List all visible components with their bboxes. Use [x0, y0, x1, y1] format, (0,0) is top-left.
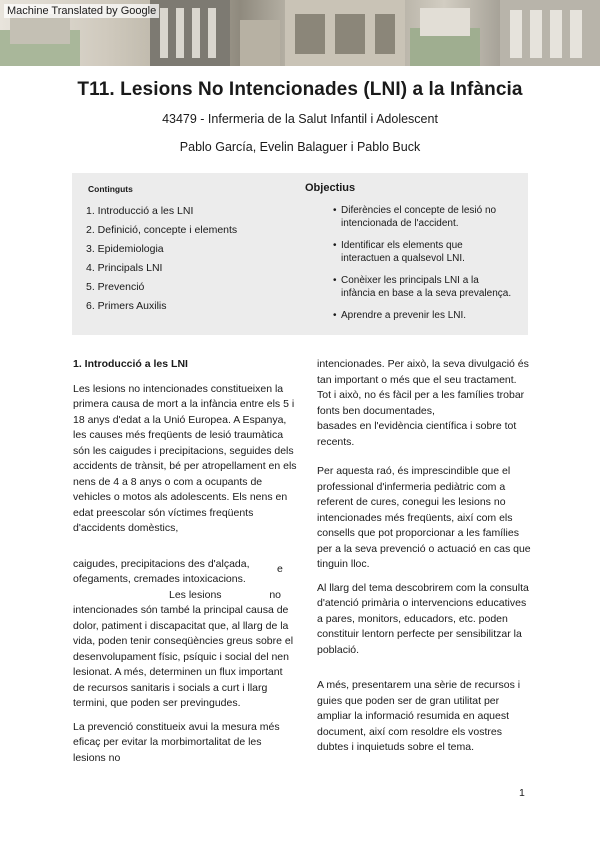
split-line	[73, 588, 297, 604]
paragraph: intencionades. Per això, la seva divulgació és tan important o més que el seu tractament. Tot i això, no és fàcil per a les famílies trobar fonts ben documentades,	[317, 358, 529, 417]
contents-item: 3. Epidemiologia	[86, 243, 164, 255]
bullet-icon: •	[333, 310, 337, 321]
document-title: T11. Lesions No Intencionades (LNI) a la Infància	[77, 79, 523, 100]
summary-box	[72, 173, 528, 335]
paragraph-fragment: no	[269, 588, 281, 601]
objective-text: intencionada de l'accident.	[341, 218, 459, 229]
right-column	[317, 357, 531, 756]
objective-text: Diferències el concepte de lesió no	[341, 205, 497, 216]
objective-text: infància en base a la seva prevalença.	[341, 288, 512, 299]
paragraph: intencionades són també la principal causa de dolor, patiment i discapacitat que, al llarg de la vida, poden tenir conseqüències greus sobre el desenvolupament físic, psíquic i social del nen lesionat. A més, determinen un flux important de recursos sanitaris i socials a curt i llarg termini, que poden ser previngudes.	[73, 604, 294, 709]
paragraph: caigudes, precipitacions des d'alçada, ofegaments, cremades intoxicacions.	[73, 557, 250, 585]
stray-letter: e	[277, 563, 283, 575]
contents-heading: Continguts	[88, 184, 133, 194]
section-heading: 1. Introducció a les LNI	[73, 358, 188, 370]
contents-item: 5. Prevenció	[86, 281, 145, 293]
objective-item	[323, 239, 523, 265]
header-banner	[0, 0, 600, 66]
machine-translation-label: Machine Translated by Google	[4, 4, 159, 18]
contents-item: 4. Principals LNI	[86, 262, 163, 274]
contents-item: 2. Definició, concepte i elements	[86, 224, 238, 236]
paragraph: La prevenció constitueix avui la mesura més eficaç per evitar la morbimortalitat de les lesions no	[73, 720, 280, 764]
objectives-heading: Objectius	[305, 182, 356, 194]
paragraph: A més, presentarem una sèrie de recursos i guies que poden ser de gran utilitat per ampliar la informació resumida en aquest document, així com resoldre els vostres dubtes i inquietuds sobre el tema.	[317, 679, 521, 753]
objective-item	[323, 274, 523, 300]
objective-text: Conèixer les principals LNI a la	[341, 275, 479, 286]
objectives-list	[323, 204, 523, 331]
authors-line: Pablo García, Evelin Balaguer i Pablo Buck	[179, 140, 421, 154]
course-subtitle: 43479 - Infermeria de la Salut Infantil i Adolescent	[162, 112, 438, 126]
paragraph: Per aquesta raó, és imprescindible que el professional d'infermeria pediàtric com a referent de cures, conegui les lesions no intencionades més freqüents, així com els consells que pot proporcionar a les famílies per a la seva prevenció o actuació en cas que tinguin lloc.	[317, 465, 531, 570]
bullet-icon: •	[333, 275, 337, 286]
bullet-icon: •	[333, 205, 337, 216]
objective-item	[323, 309, 523, 322]
objective-text: Aprendre a prevenir les LNI.	[341, 310, 467, 321]
paragraph: Al llarg del tema descobrirem com la consulta d'atenció primària o intervencions educatives a pares, monitors, educadors, etc. poden constituir lentorn perfecte per sensibilitzar la població.	[317, 581, 529, 656]
page-number: 1	[519, 787, 525, 799]
contents-list	[86, 204, 237, 318]
left-column	[73, 357, 297, 766]
paragraph: basades en l'evidència científica i sobre tot recents.	[317, 420, 517, 448]
paragraph-fragment: Les lesions	[169, 588, 222, 601]
contents-item: 1. Introducció a les LNI	[86, 205, 194, 217]
contents-item: 6. Primers Auxilis	[86, 300, 167, 312]
bullet-icon: •	[333, 240, 337, 251]
paragraph: Les lesions no intencionades constitueixen la primera causa de mort a la infància entre els 5 i 18 anys d'edat a la Unió Europea. A Espanya, les causes més freqüents de lesió traumàtica són les caigudes i precipitacions, seguides dels accidents de trànsit, bé per atropellament en els nens de 4 a 8 anys o com a ocupants de vehicles o motos als adolescents. Els nens en edat preescolar són víctimes freqüents d'accidents domèstics,	[73, 382, 297, 534]
objective-item	[323, 204, 523, 230]
objective-text: interactuen a qualsevol LNI.	[341, 253, 465, 264]
objective-text: Identificar els elements que	[341, 240, 463, 251]
